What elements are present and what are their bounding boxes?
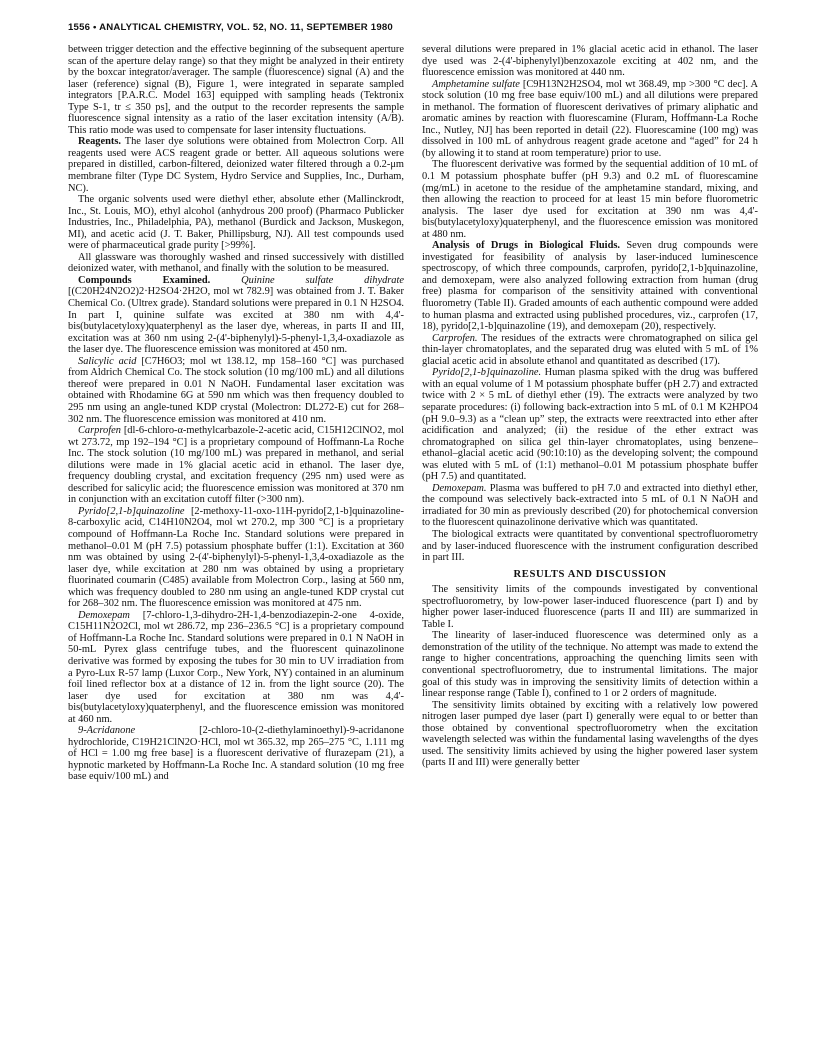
compound-name: Pyrido[2,1-b]quinazoline. (432, 367, 542, 379)
paragraph-text: [(C20H24N2O2)2·H2SO4·2H2O, mol wt 782.9] was obtained from J. T. Baker Chemical Co. (Ultrex grade). Standard solutions were prepared in 0.1 N H2SO4. In part I, quinine sulfate was excited at 380 nm with 4,4'-bis(butylacetyloxy)quaterphenyl as the laser dye, whereas, in parts II and III, excitation was at 360 nm using 2-(4'-biphenylyl)-5-phenyl-1,3,4-oxadiazole as the laser dye. The fluorescence emission was monitored at 450 nm. (68, 286, 404, 356)
paragraph: The linearity of laser-induced fluorescence was determined only as a demonstration of the utility of the technique. No attempt was made to extend the range to higher concentrations, approaching the quenching limits seen with conventional spectrofluorometry, due to instrumental limitations. The major goal of this study was in improving the sensitivity limits of detection within a linear response range (Table I), confined to 1 or 2 orders of magnitude. (422, 630, 758, 700)
right-column (422, 44, 758, 1044)
paragraph: The organic solvents used were diethyl ether, absolute ether (Mallinckrodt, Inc., St. Louis, MO), ethyl alcohol (anhydrous 200 proof) (Pharmaco Publicker Industries, Inc., Philadelphia, PA), methanol (Burdick and Jackson, Muskegon, MI), and acetic acid (J. T. Baker, Phillipsburg, NJ). All test compounds used were of pharmaceutical grade purity [>99%]. (68, 194, 404, 252)
paragraph: The biological extracts were quantitated by conventional spectrofluorometry and by laser-induced fluorescence with the instrument configuration described in part III. (422, 528, 758, 564)
paragraph (422, 483, 758, 529)
paragraph-text: [2-methoxy-11-oxo-11H-pyrido[2,1-b]quinazoline-8-carboxylic acid, C14H10N2O4, mol wt 270.2, mp 300 °C] is a proprietary compound of Hoffmann-La Roche Inc. Standard solutions were prepared in methanol–0.01 M (pH 7.5) potassium phosphate buffer (1:1). Excitation at 360 nm was obtained by using 2-(4'-biphenylyl)-5-phenyl-1,3,4-oxadiazole as the laser dye, while excitation at 280 nm was obtained by using a proprietary fluorinated coumarin (C485) available from Molectron Corp., lasing at 560 nm, which was frequency doubled to 280 nm using an angle-tuned KDP crystal cut for 268–302 nm. The fluorescence emission was monitored at 475 nm. (68, 505, 404, 610)
compound-name: 9-Acridanone (78, 725, 136, 737)
paragraph: The sensitivity limits obtained by exciting with a relatively low powered nitrogen laser pumped dye laser (part I) generally were equal to or better than those obtained by conventional spectrofluorometry when the excitation wavelength selected was within the fundamental lasing wavelengths of the dyes used. The sensitivity limits achieved by using the higher powered laser system (parts II and III) were generally better (422, 699, 758, 769)
compound-name: Quinine sulfate dihydrate (241, 274, 404, 286)
run-in-heading: Reagents. (78, 136, 121, 148)
run-in-heading: Analysis of Drugs in Biological Fluids. (432, 240, 620, 252)
paragraph (68, 425, 404, 506)
paragraph (68, 610, 404, 725)
compound-name: Carprofen. (432, 332, 478, 344)
compound-name: Carprofen (78, 425, 121, 437)
running-head: 1556 • ANALYTICAL CHEMISTRY, VOL. 52, NO. 11, SEPTEMBER 1980 (68, 22, 393, 33)
paragraph-analysis (422, 240, 758, 332)
paragraph (422, 79, 758, 160)
paragraph-text: The residues of the extracts were chromatographed on silica gel thin-layer chromatoplates, and the separated drug was eluted with 5 mL of 1% glacial acetic acid in absolute ethanol and quantitated as described (17). (422, 332, 758, 367)
paragraph: All glassware was thoroughly washed and rinsed successively with distilled deionized water, with methanol, and finally with the solution to be measured. (68, 251, 404, 275)
paragraph-text: [C9H13N2H2SO4, mol wt 368.49, mp >300 °C dec]. A stock solution (10 mg free base equiv/100 mL) and all dilutions were prepared in methanol. The formation of fluorescent derivatives of primary aliphatic and aromatic amines by reaction with fluorescamine (Fluram, Hoffmann-La Roche Inc., Nutley, NJ] has been reported in detail (22). Fluorescamine (100 mg) was dissolved in 100 mL of anhydrous reagent grade acetone and “aged” for 24 h (by allowing it to stand at room temperature) prior to use. (422, 78, 758, 159)
compound-name: Pyrido[2,1-b]quinazoline (78, 505, 185, 517)
compound-name: Salicylic acid (78, 355, 137, 367)
paragraph (68, 356, 404, 425)
paragraph-text: [2-chloro-10-(2-diethylaminoethyl)-9-acridanone hydrochloride, C19H21ClN2O·HCl, mol wt 365.32, mp 265–275 °C, 1.111 mg of HCl = 1.00 mg free base] is a fluorescent derivative of flurazepam (21), a hypnotic marketed by Hoffmann-La Roche Inc. A standard solution (10 mg free base equiv/100 mL) and (68, 725, 404, 783)
paragraph: several dilutions were prepared in 1% glacial acetic acid in ethanol. The laser dye used was 2-(4'-biphenylyl)benzoxazole exciting at 402 nm, and the fluorescence emission was monitored at 440 nm. (422, 44, 758, 79)
paragraph-text: [7-chloro-1,3-dihydro-2H-1,4-benzodiazepin-2-one 4-oxide, C15H11N2O2Cl, mol wt 286.72, mp 236–236.5 °C] is a proprietary compound of Hoffmann-La Roche Inc. Standard solutions were prepared in 0.1 N NaOH in 50-mL Pyrex glass centrifuge tubes, and the fluorescent quinazolinone derivative was formed by exposing the tubes for 30 min to UV irradiation from a Pyro-Lux R-57 lamp (Luxor Corp., New York, NY) contained in an aluminum foil lined reflector box at a distance of 12 in. from the light source (20). The laser dye used for excitation at 380 nm was 4,4'-bis(butylacetyloxy)quaterphenyl, and the fluorescence emission was monitored at 460 nm. (68, 609, 404, 725)
paragraph (68, 506, 404, 610)
paragraph: The sensitivity limits of the compounds investigated by conventional spectrofluorometry, by low-power laser-induced fluorescence (part I) and by higher power laser-induced fluorescence (parts II and III) are summarized in Table I. (422, 584, 758, 630)
paragraph: The fluorescent derivative was formed by the sequential addition of 10 mL of 0.1 M potassium phosphate buffer (pH 9.3) and 0.2 mL of fluorescamine (mg/mL) in acetone to the residue of the amphetamine standard, mixing, and then allowing the reaction to proceed for at least 15 min before fluorometric analysis. The laser dye used for excitation at 390 nm was 4,4'-bis(butylacetyloxy)quaterphenyl, and the fluorescence emission was monitored at 480 nm. (422, 159, 758, 240)
run-in-heading: Compounds Examined. (78, 274, 211, 286)
paragraph-text: [dl-6-chloro-α-methylcarbazole-2-acetic acid, C15H12ClNO2, mol wt 273.72, mp 192–194 °C] is a proprietary compound of Hoffmann-La Roche Inc. The stock solution (10 mg/100 mL) was prepared in methanol, and serial dilutions were made in 1% glacial acetic acid in ethanol. The laser dye, frequency doubling crystal, and excitation frequency (295 nm) used were as described for salicylic acid; the fluorescence emission was monitored at 370 nm in conjunction with an excitation cutoff filter (>300 nm). (68, 425, 404, 506)
paragraph: between trigger detection and the effective beginning of the subsequent aperture scan of the aperture delay range) so that they might be analyzed in their entirety by the boxcar integrator/averager. The sample (fluorescence) signal (A) and the laser (reference) signal (B), Figure 1, were integrated in separate sampled integrators [P.A.R.C. Model 163] equipped with sampling heads (Tektronix Type S-1, tr ≤ 350 ps], and the output to the recorder represents the sample fluorescence signal intensity as a ratio of the laser excitation intensity (A/B). This ratio mode was used to compensate for laser intensity fluctuations. (68, 44, 404, 136)
paragraph-compounds (68, 275, 404, 356)
paragraph (68, 725, 404, 783)
paragraph (422, 333, 758, 368)
section-heading: RESULTS AND DISCUSSION (513, 568, 667, 580)
compound-name: Demoxepam (78, 609, 130, 621)
paragraph-text: Human plasma spiked with the drug was buffered with an equal volume of 1 M potassium phosphate buffer (pH 2.7) and extracted twice with 2 × 5 mL of diethyl ether (19). The extracts were analyzed by two separate procedures: (i) following back-extraction into 5 mL of 0.1 M K2HPO4 (pH 9.0–9.3) as a “clean up” step, the extracts were reextracted into ether after acidification and analyzed; (ii) the residue of the ether extract was chromatographed on silica gel thin-layer chromatoplates, using benzene–ethanol–glacial acetic acid (90:10:10) as the developing solvent; the compound was eluted with 5 mL of (1:1) methanol–0.01 M potassium phosphate buffer (pH 7.5) and quantitated. (422, 367, 758, 483)
paragraph-text: The laser dye solutions were obtained from Molectron Corp. All reagents used were ACS reagent grade or better. All aqueous solutions were prepared in distilled, carbon-filtered, deionized water filtered through a 0.2-μm membrane filter (Type DC System, Hydro Service and Supplies, Inc., Durham, NC). (68, 136, 404, 194)
paragraph-reagents (68, 136, 404, 194)
paragraph-text: Seven drug compounds were investigated for feasibility of analysis by laser-induced luminescence spectroscopy, of which three compounds, carprofen, pyrido[2,1-b]quinazoline, and demoxepam, were also analyzed following extraction from human (drug free) plasma for comparison of the sensitivity attained with conventional fluorometry (Table II). Graded amounts of each authentic compound were added to human plasma and extracted using published procedures, viz., carprofen (17, 18), pyrido[2,1-b]quinazoline (19), and demoxepam (20), respectively. (422, 240, 758, 333)
compound-name: Demoxepam. (432, 482, 487, 494)
paragraph-text: Plasma was buffered to pH 7.0 and extracted into diethyl ether, the compound was selectively back-extracted into 5 mL of 0.1 N NaOH and irradiated for 30 min as previously described (20) for photochemical conversion to the fluorescent quinazolinone derivative which was quantitated. (422, 482, 758, 529)
compound-name: Amphetamine sulfate (432, 78, 520, 90)
paragraph (422, 367, 758, 482)
left-column (68, 44, 404, 1044)
paragraph-text: [C7H6O3; mol wt 138.12, mp 158–160 °C] was purchased from Aldrich Chemical Co. The stock solution (10 mg/100 mL) and all dilutions thereof were prepared in 0.01 N NaOH. Fundamental laser excitation was obtained with Rhodamine 6G at 590 nm which was then frequency doubled to 295 nm using an angle-tuned KDP crystal (Molectron: DL272-E) cut for 268–302 nm. The fluorescence emission was monitored at 410 nm. (68, 355, 404, 425)
